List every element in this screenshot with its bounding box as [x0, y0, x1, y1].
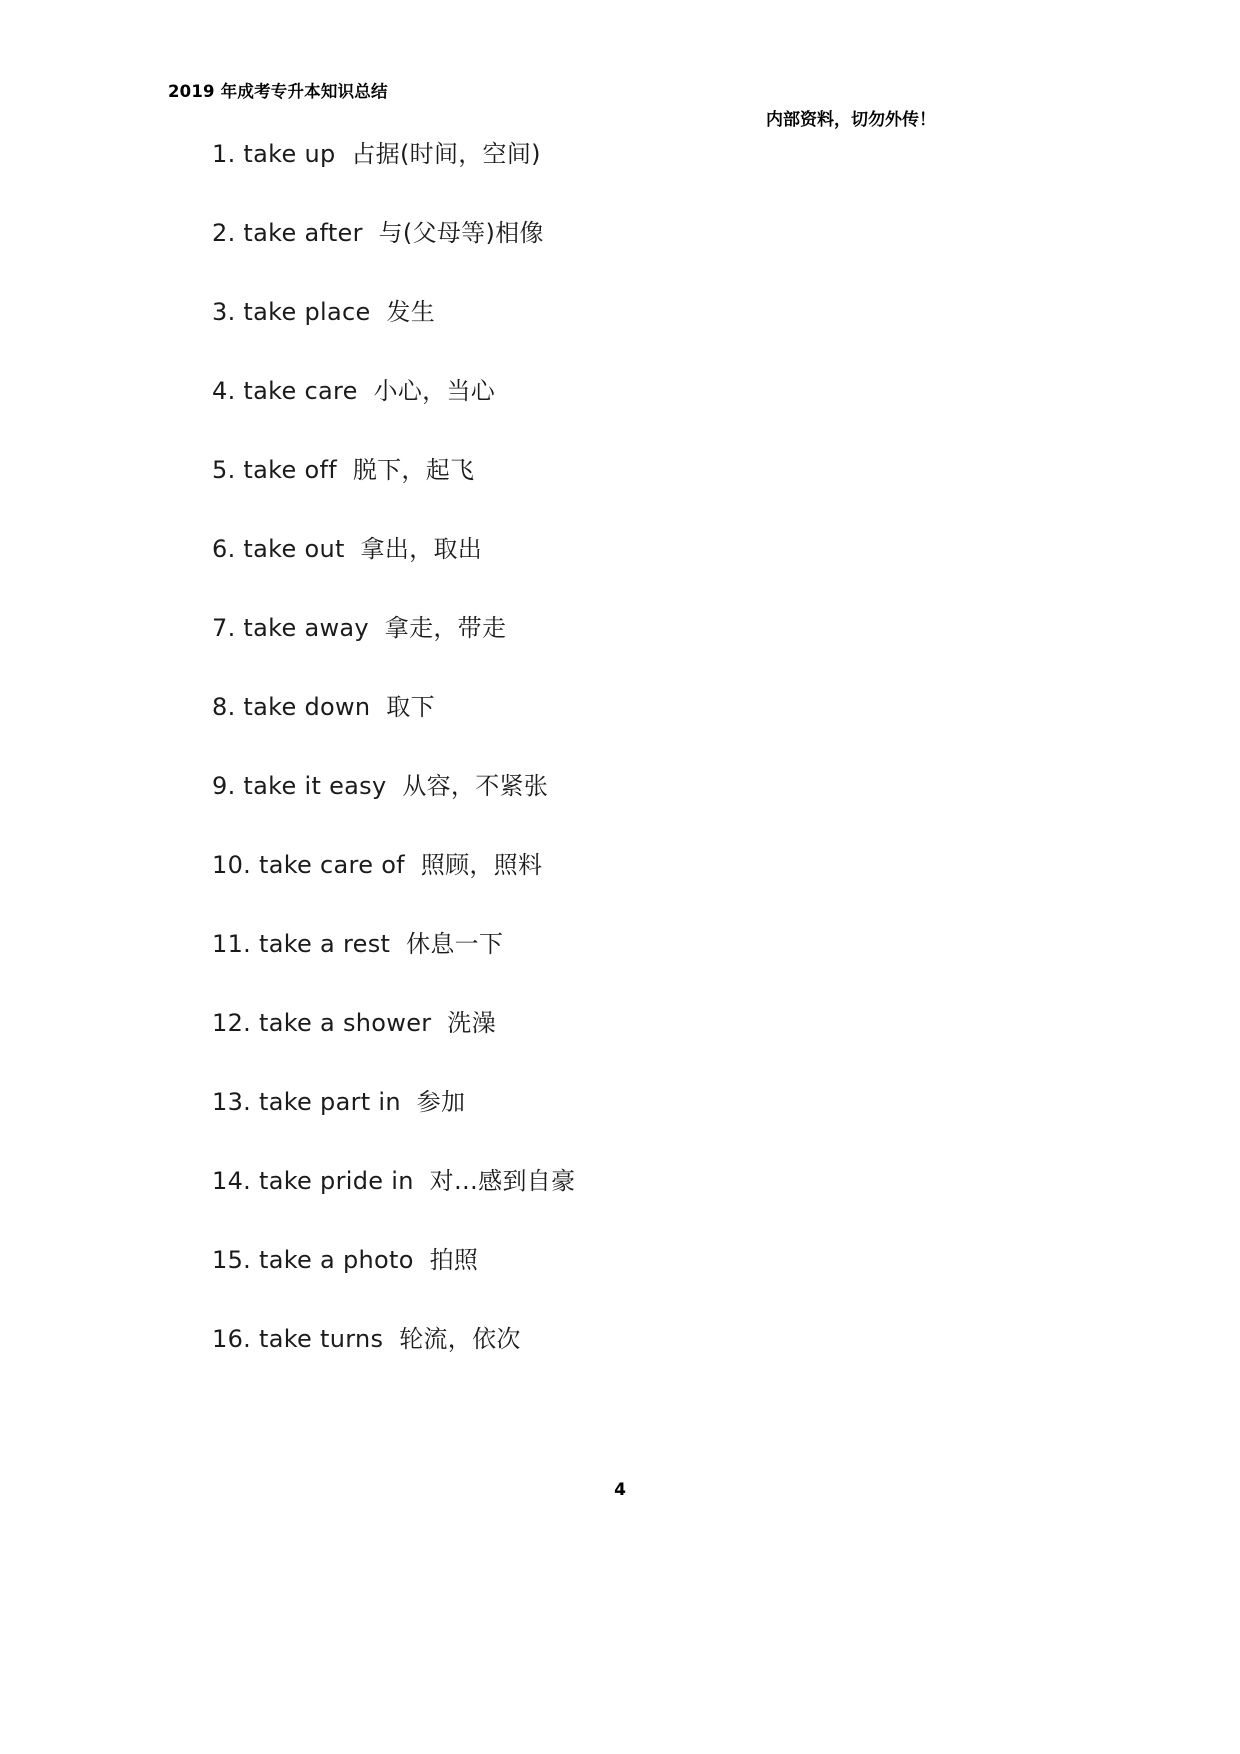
page-header [0, 78, 1240, 138]
header-confidential-notice: 内部资料，切勿外传！ [766, 110, 936, 130]
list-item [0, 1088, 1240, 1167]
list-item-text: 10. take care of 照顾，照料 [212, 851, 543, 879]
list-item-text: 13. take part in 参加 [212, 1088, 466, 1116]
list-item-text: 4. take care 小心，当心 [212, 377, 496, 405]
list-item-text: 12. take a shower 洗澡 [212, 1009, 496, 1037]
list-item [0, 456, 1240, 535]
list-item-text: 1. take up 占据(时间，空间) [212, 140, 541, 168]
page-footer [0, 1480, 1240, 1500]
list-item [0, 851, 1240, 930]
page-number: 4 [614, 1480, 626, 1500]
list-item-text: 5. take off 脱下，起飞 [212, 456, 475, 484]
list-item [0, 614, 1240, 693]
phrase-list [0, 140, 1240, 1404]
list-item [0, 930, 1240, 1009]
header-document-title: 2019 年成考专升本知识总结 [168, 82, 388, 101]
list-item-text: 7. take away 拿走，带走 [212, 614, 507, 642]
list-item-text: 15. take a photo 拍照 [212, 1246, 479, 1274]
list-item [0, 1009, 1240, 1088]
list-item-text: 2. take after 与(父母等)相像 [212, 219, 544, 247]
list-item [0, 377, 1240, 456]
list-item [0, 693, 1240, 772]
list-item [0, 219, 1240, 298]
list-item-text: 3. take place 发生 [212, 298, 436, 326]
list-item [0, 298, 1240, 377]
list-item-text: 16. take turns 轮流，依次 [212, 1325, 521, 1353]
list-item [0, 1325, 1240, 1404]
list-item [0, 1167, 1240, 1246]
list-item [0, 535, 1240, 614]
list-item-text: 14. take pride in 对…感到自豪 [212, 1167, 576, 1195]
list-item-text: 11. take a rest 休息一下 [212, 930, 504, 958]
list-item [0, 772, 1240, 851]
list-item [0, 1246, 1240, 1325]
list-item-text: 6. take out 拿出，取出 [212, 535, 483, 563]
list-item [0, 140, 1240, 219]
list-item-text: 9. take it easy 从容，不紧张 [212, 772, 549, 800]
list-item-text: 8. take down 取下 [212, 693, 435, 721]
